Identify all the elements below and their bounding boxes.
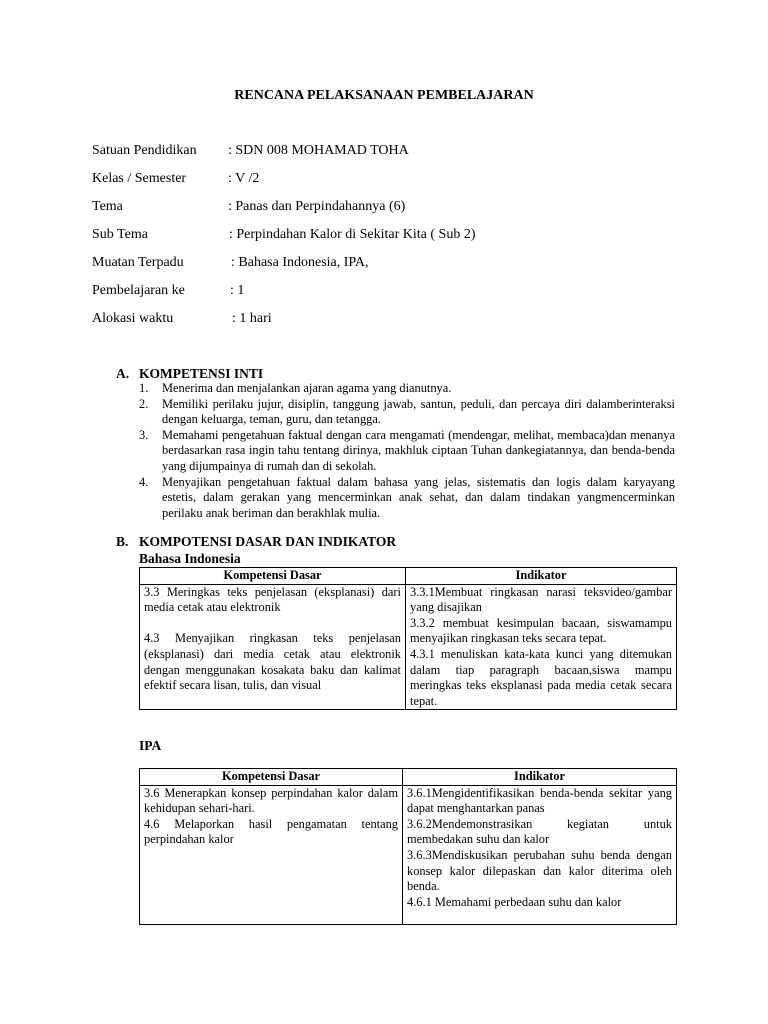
table-header-row [140,769,677,786]
kompetensi-cell [140,584,406,710]
identity-label: Kelas / Semester [92,171,187,186]
indikator-cell [403,785,677,925]
identity-value: : 1 hari [232,311,272,326]
list-item [139,397,675,428]
list-number: 2. [139,396,149,411]
identity-label: Tema [92,199,123,214]
list-item [139,381,675,397]
list-item [139,428,675,475]
table-row [140,785,677,925]
indikator-text: 4.3.1 menuliskan kata-kata kunci yang ditemukan dalam tiap paragraph bacaan,siswa mampu meringkas teks eksplanasi pada media cetak secara tepat. [410,646,672,708]
identity-label: Satuan Pendidikan [92,143,197,158]
section-title: KOMPOTENSI DASAR DAN INDIKATOR [139,534,397,549]
section-letter: B. [116,534,129,549]
indikator-text: 3.6.3Mendiskusikan perubahan suhu benda dengan konsep kalor dilepaskan dan kalor diterima oleh benda. [407,847,672,894]
kd-text: 3.6 Menerapkan konsep perpindahan kalor dalam kehidupan sehari-hari. [144,785,398,816]
list-text: Menerima dan menjalankan ajaran agama yang dianutnya. [162,381,452,395]
column-header-indikator: Indikator [403,769,677,786]
kompetensi-inti-list [139,381,675,521]
list-text: Memiliki perilaku jujur, disiplin, tanggung jawab, santun, peduli, dan percaya diri dalamberinteraksi dengan keluarga, teman, guru, dan tetangga. [162,396,675,427]
column-header-kompetensi: Kompetensi Dasar [140,769,403,786]
identity-label: Pembelajaran ke [92,283,185,298]
section-b-heading [0,534,768,552]
kd-text: 4.3 Menyajikan ringkasan teks penjelasan (eksplanasi) dari media cetak atau elektronik dengan menggunakan kosakata baku dan kalimat efektif secara lisan, tulis, dan visual [144,631,401,693]
table-header-row [140,568,677,585]
subject-heading-bahasa: Bahasa Indonesia [139,551,241,566]
table-row [140,584,677,710]
kompetensi-cell [140,785,403,925]
identity-label: Muatan Terpadu [92,255,184,270]
indikator-cell [406,584,677,710]
column-header-kompetensi: Kompetensi Dasar [140,568,406,585]
indikator-text: 3.6.2Mendemonstrasikan kegiatan untuk membedakan suhu dan kalor [407,816,672,847]
indikator-text: 3.3.2 membuat kesimpulan bacaan, siswamampu menyajikan ringkasan teks secara tepat. [410,615,672,646]
section-letter: A. [116,366,130,381]
identity-value: : Perpindahan Kalor di Sekitar Kita ( Sub 2) [229,227,476,242]
list-item [139,475,675,522]
indikator-text: 3.3.1Membuat ringkasan narasi teksvideo/gambar yang disajikan [410,584,672,615]
kd-text: 4.6 Melaporkan hasil pengamatan tentang perpindahan kalor [144,816,398,847]
list-text: Menyajikan pengetahuan faktual dalam bahasa yang jelas, sistematis dan logis dalam karyayang estetis, dalam gerakan yang mencerminkan anak sehat, dan dalam tindakan yangmencerminkan perilaku anak beriman dan berakhlak mulia. [162,474,675,520]
indikator-text: 3.6.1Mengidentifikasikan benda-benda sekitar yang dapat menghantarkan panas [407,785,672,816]
list-text: Memahami pengetahuan faktual dengan cara mengamati (mendengar, melihat, membaca)dan menanya berdasarkan rasa ingin tahu tentang dirinya, makhluk ciptaan Tuhan dankegiatannya, dan benda-benda yang dijumpainya di rumah dan di sekolah. [162,427,675,473]
list-number: 4. [139,474,149,489]
document-title: RENCANA PELAKSANAAN PEMBELAJARAN [234,88,534,103]
table-ipa [139,768,677,925]
identity-value: : SDN 008 MOHAMAD TOHA [228,143,409,158]
identity-value: : Bahasa Indonesia, IPA, [231,255,369,270]
list-number: 1. [139,381,149,395]
indikator-text: 4.6.1 Memahami perbedaan suhu dan kalor [407,894,622,909]
identity-label: Alokasi waktu [92,311,174,326]
identity-value: : Panas dan Perpindahannya (6) [228,199,406,214]
identity-label: Sub Tema [92,227,148,242]
section-title: KOMPETENSI INTI [139,366,264,381]
subject-heading-ipa: IPA [139,738,162,753]
column-header-indikator: Indikator [406,568,677,585]
identity-value: : V /2 [228,171,260,186]
identity-value: : 1 [230,283,245,298]
kd-text: 3.3 Meringkas teks penjelasan (eksplanasi) dari media cetak atau elektronik [144,584,401,615]
list-number: 3. [139,427,149,442]
table-bahasa-indonesia [139,567,677,710]
